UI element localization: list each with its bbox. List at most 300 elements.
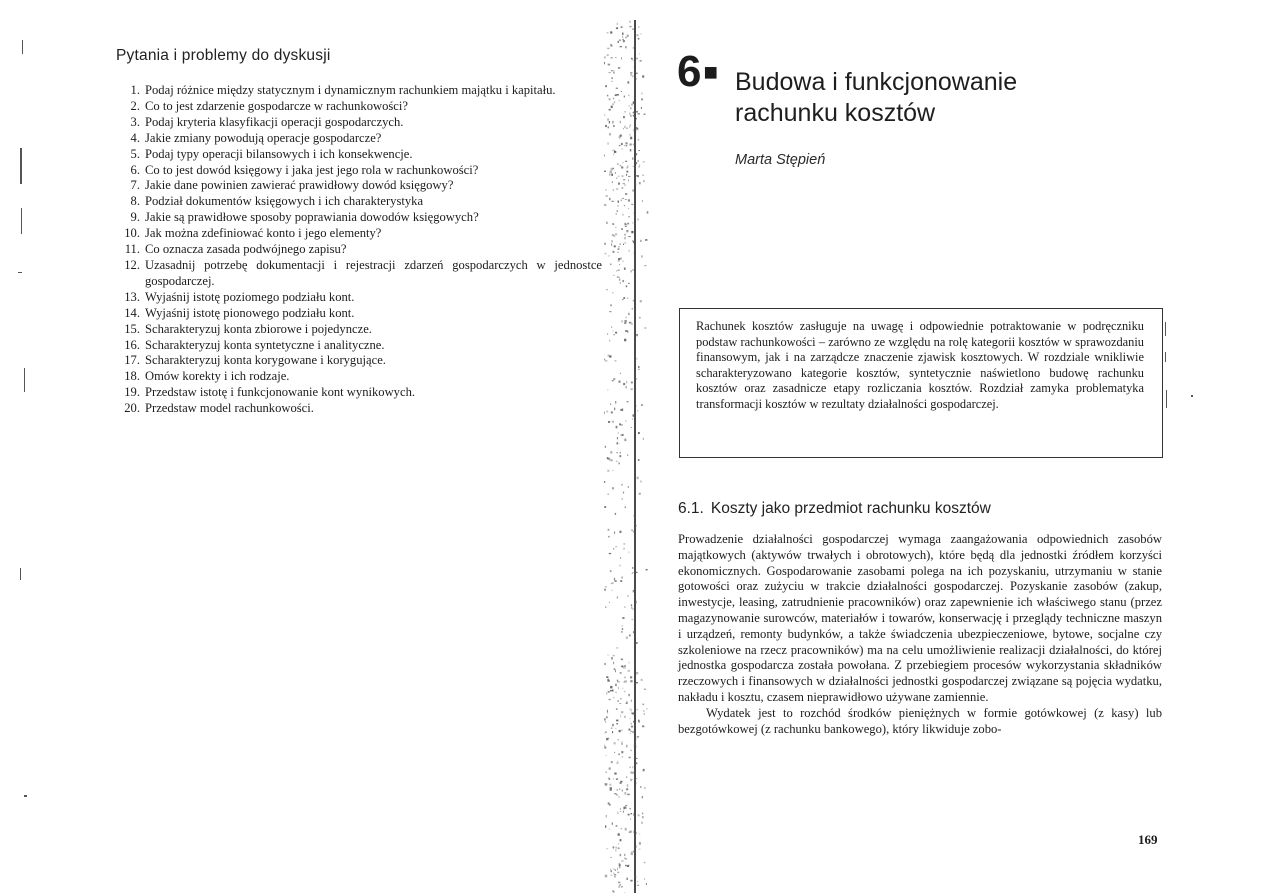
gutter-speck [612, 690, 613, 692]
gutter-speck [619, 867, 620, 869]
question-text: Co oznacza zasada podwójnego zapisu? [145, 242, 347, 257]
gutter-speck [611, 106, 613, 108]
gutter-speck [643, 769, 645, 770]
question-number: 7. [130, 178, 140, 193]
gutter-speck [614, 874, 616, 875]
question-list [110, 83, 602, 417]
gutter-speck [625, 386, 627, 389]
gutter-speck [622, 261, 624, 262]
gutter-speck [618, 754, 620, 755]
gutter-speck [606, 692, 607, 694]
gutter-speck [636, 405, 637, 406]
gutter-speck [630, 113, 631, 115]
gutter-speck [630, 676, 632, 678]
question-text: Przedstaw istotę i funkcjonowanie kont wynikowych. [145, 385, 416, 400]
gutter-speck [625, 46, 626, 48]
gutter-speck [624, 716, 625, 718]
gutter-speck [634, 856, 636, 857]
gutter-speck [637, 410, 639, 411]
gutter-speck [636, 58, 638, 60]
gutter-speck [639, 166, 640, 167]
gutter-speck [620, 452, 621, 454]
question-number: 6. [130, 162, 140, 177]
gutter-speck [620, 135, 622, 137]
gutter-speck [635, 162, 637, 164]
gutter-speck [619, 145, 621, 146]
gutter-speck [614, 752, 615, 753]
gutter-speck [619, 789, 620, 790]
gutter-speck [638, 369, 640, 370]
gutter-speck [636, 672, 638, 675]
gutter-speck [646, 883, 647, 885]
left-page-heading: Pytania i problemy do dyskusji [116, 47, 331, 64]
gutter-speck [621, 200, 622, 202]
gutter-speck [619, 138, 620, 139]
gutter-speck [644, 787, 645, 789]
gutter-speck [614, 793, 616, 794]
gutter-speck [608, 421, 610, 423]
gutter-speck [619, 863, 620, 864]
gutter-speck [633, 531, 635, 532]
gutter-speck [624, 126, 625, 128]
gutter-shadow [604, 20, 664, 893]
gutter-speck [627, 298, 629, 299]
gutter-speck [610, 305, 612, 307]
gutter-speck [604, 62, 605, 64]
question-text: Jakie są prawidłowe sposoby poprawiania dowodów księgowych? [145, 210, 479, 225]
gutter-speck [612, 487, 614, 489]
gutter-speck [632, 269, 634, 270]
gutter-speck [624, 234, 625, 236]
gutter-speck [615, 546, 617, 547]
gutter-speck [641, 107, 642, 109]
gutter-speck [618, 183, 620, 185]
gutter-speck [624, 854, 625, 856]
gutter-speck [642, 75, 644, 77]
gutter-speck [618, 833, 620, 836]
gutter-speck [605, 189, 607, 191]
gutter-speck [631, 604, 632, 606]
scan-speck [20, 568, 21, 580]
gutter-speck [626, 788, 628, 790]
gutter-speck [614, 150, 615, 151]
gutter-speck [647, 211, 649, 213]
gutter-speck [640, 300, 642, 302]
gutter-speck [624, 267, 626, 270]
gutter-speck [636, 111, 638, 113]
gutter-speck [617, 277, 619, 278]
gutter-speck [614, 578, 615, 581]
gutter-speck [624, 806, 626, 808]
gutter-speck [618, 443, 619, 444]
gutter-speck [629, 709, 630, 710]
question-item [110, 194, 602, 210]
gutter-speck [622, 33, 624, 35]
scan-speck [1166, 390, 1167, 408]
gutter-speck [610, 404, 611, 405]
gutter-speck [609, 699, 611, 700]
gutter-speck [617, 437, 618, 439]
question-text: Omów korekty i ich rodzaje. [145, 369, 290, 384]
gutter-speck [634, 149, 635, 150]
gutter-speck [636, 118, 637, 119]
gutter-speck [606, 289, 608, 290]
gutter-speck [635, 758, 637, 759]
gutter-speck [631, 323, 633, 325]
question-number: 14. [124, 305, 140, 320]
chapter-number: 6■ [677, 47, 718, 96]
gutter-speck [620, 165, 622, 166]
gutter-speck [616, 647, 618, 648]
gutter-speck [628, 814, 630, 816]
gutter-speck [620, 373, 621, 374]
question-item [110, 131, 602, 147]
gutter-speck [621, 424, 622, 426]
question-item [110, 115, 602, 131]
gutter-speck [604, 783, 605, 785]
gutter-speck [614, 773, 616, 775]
gutter-speck [609, 355, 611, 357]
question-item [110, 322, 602, 338]
question-number: 2. [130, 98, 140, 113]
gutter-speck [619, 730, 621, 732]
gutter-speck [630, 72, 632, 73]
gutter-speck [624, 111, 626, 112]
gutter-speck [639, 842, 641, 845]
gutter-speck [631, 389, 633, 390]
gutter-speck [619, 681, 620, 683]
scan-speck [24, 795, 27, 797]
gutter-speck [609, 72, 611, 73]
gutter-speck [634, 67, 635, 68]
gutter-speck [638, 160, 640, 161]
scan-speck [1165, 322, 1166, 336]
gutter-speck [611, 657, 613, 660]
gutter-speck [609, 198, 611, 200]
gutter-speck [617, 252, 618, 253]
gutter-speck [629, 250, 630, 252]
gutter-speck [633, 144, 635, 146]
gutter-speck [608, 142, 609, 144]
gutter-speck [604, 663, 606, 665]
question-text: Scharakteryzuj konta korygowane i korygujące. [145, 353, 386, 368]
gutter-speck [634, 876, 636, 878]
gutter-speck [608, 778, 610, 780]
gutter-speck [614, 876, 616, 878]
gutter-speck [633, 103, 635, 105]
gutter-speck [621, 166, 623, 168]
gutter-speck [612, 380, 614, 381]
gutter-speck [633, 850, 635, 851]
scan-speck [1191, 395, 1193, 397]
gutter-speck [638, 150, 640, 151]
gutter-speck [620, 808, 621, 810]
gutter-speck [614, 531, 615, 534]
gutter-speck [628, 486, 629, 488]
gutter-speck [639, 182, 641, 184]
gutter-speck [624, 665, 626, 667]
gutter-speck [635, 778, 637, 779]
gutter-speck [621, 143, 623, 145]
gutter-speck [638, 113, 640, 115]
gutter-speck [639, 317, 641, 318]
gutter-speck [635, 741, 636, 743]
gutter-speck [630, 880, 632, 882]
gutter-speck [626, 776, 627, 777]
gutter-speck [626, 174, 627, 176]
gutter-speck [609, 174, 610, 176]
gutter-speck [628, 95, 629, 96]
gutter-speck [620, 409, 622, 411]
gutter-speck [640, 786, 641, 788]
gutter-speck [630, 731, 632, 732]
gutter-speck [622, 162, 624, 163]
gutter-speck [636, 358, 638, 359]
gutter-speck [617, 681, 618, 683]
gutter-speck [605, 721, 606, 722]
question-item [110, 147, 602, 163]
gutter-speck [610, 133, 611, 135]
gutter-speck [620, 811, 622, 812]
gutter-speck [637, 477, 639, 480]
gutter-speck [623, 297, 625, 299]
gutter-speck [631, 427, 632, 428]
gutter-speck [626, 745, 627, 748]
gutter-speck [630, 818, 631, 820]
gutter-speck [618, 67, 620, 68]
section-number: 6.1. [678, 500, 704, 517]
gutter-speck [613, 168, 615, 169]
gutter-speck [605, 361, 607, 362]
gutter-speck [604, 56, 605, 58]
gutter-speck [627, 81, 629, 84]
gutter-speck [612, 421, 614, 423]
gutter-speck [616, 213, 617, 214]
gutter-speck [622, 176, 624, 177]
gutter-speck [618, 886, 620, 888]
gutter-speck [625, 420, 626, 421]
gutter-speck [616, 794, 618, 796]
gutter-speck [620, 257, 622, 259]
question-number: 8. [130, 194, 140, 209]
gutter-speck [617, 210, 618, 212]
gutter-speck [613, 548, 614, 550]
gutter-speck [638, 720, 639, 722]
gutter-speck [607, 655, 609, 656]
gutter-speck [620, 283, 621, 284]
gutter-speck [624, 792, 626, 795]
gutter-speck [618, 847, 620, 849]
gutter-speck [612, 731, 613, 733]
gutter-speck [624, 680, 626, 682]
gutter-speck [608, 802, 610, 804]
gutter-speck [643, 704, 645, 706]
question-number: 19. [124, 385, 140, 400]
question-number: 5. [130, 146, 140, 161]
gutter-speck [630, 107, 631, 109]
gutter-speck [620, 839, 622, 841]
gutter-speck [611, 857, 612, 858]
question-number: 1. [130, 83, 140, 97]
gutter-speck [631, 74, 632, 76]
gutter-speck [627, 794, 629, 796]
gutter-speck [629, 322, 631, 324]
gutter-speck [635, 153, 637, 154]
question-item [110, 385, 602, 401]
gutter-speck [625, 199, 627, 200]
gutter-speck [631, 853, 633, 856]
gutter-speck [614, 668, 616, 670]
gutter-speck [621, 711, 623, 713]
gutter-speck [616, 271, 618, 272]
gutter-speck [607, 457, 609, 459]
gutter-speck [616, 778, 618, 780]
gutter-speck [624, 237, 626, 240]
gutter-speck [639, 493, 641, 495]
gutter-speck [632, 766, 633, 768]
gutter-speck [625, 224, 627, 226]
gutter-speck [635, 342, 636, 343]
gutter-speck [615, 172, 616, 174]
gutter-speck [624, 691, 626, 692]
question-text: Przedstaw model rachunkowości. [145, 401, 314, 416]
gutter-speck [611, 57, 613, 58]
question-text: Jakie zmiany powodują operacje gospodarcze? [145, 130, 382, 145]
gutter-speck [637, 885, 639, 886]
gutter-speck [609, 602, 610, 603]
gutter-speck [613, 779, 614, 780]
gutter-speck [636, 378, 638, 380]
gutter-speck [613, 872, 614, 874]
gutter-speck [615, 728, 616, 729]
gutter-speck [626, 381, 627, 383]
gutter-speck [643, 438, 644, 440]
gutter-speck [613, 378, 615, 380]
gutter-speck [612, 182, 613, 183]
gutter-speck [625, 506, 626, 508]
gutter-speck [644, 714, 645, 715]
gutter-speck [624, 205, 625, 206]
gutter-speck [631, 204, 633, 205]
gutter-speck [614, 334, 615, 335]
gutter-speck [611, 45, 613, 46]
gutter-speck [615, 684, 617, 686]
question-text: Podaj różnice między statycznym i dynamicznym rachunkiem majątku i kapitału. [145, 83, 556, 97]
gutter-speck [630, 137, 632, 140]
gutter-speck [604, 481, 605, 483]
gutter-speck [613, 869, 614, 870]
gutter-speck [635, 601, 637, 604]
gutter-speck [615, 95, 617, 96]
gutter-speck [612, 201, 614, 202]
gutter-speck [606, 755, 607, 756]
gutter-speck [617, 761, 618, 762]
gutter-speck [634, 278, 636, 280]
gutter-speck [622, 214, 623, 216]
gutter-speck [611, 761, 613, 763]
gutter-speck [634, 183, 636, 185]
gutter-speck [605, 783, 607, 785]
question-item [110, 242, 602, 258]
gutter-speck [622, 484, 623, 486]
chapter-author: Marta Stępień [735, 152, 826, 168]
gutter-speck [624, 320, 626, 323]
gutter-speck [636, 682, 638, 683]
gutter-speck [616, 426, 618, 429]
question-number: 20. [124, 401, 140, 416]
gutter-speck [625, 828, 627, 831]
gutter-speck [625, 37, 627, 39]
gutter-speck [628, 236, 630, 237]
gutter-speck [616, 708, 618, 709]
gutter-speck [636, 73, 638, 74]
gutter-speck [615, 401, 616, 404]
gutter-speck [622, 434, 624, 436]
gutter-speck [621, 434, 622, 436]
gutter-speck [637, 814, 639, 816]
gutter-speck [644, 114, 646, 115]
gutter-speck [635, 845, 637, 847]
gutter-speck [615, 360, 617, 361]
gutter-speck [642, 725, 644, 727]
question-text: Podaj kryteria klasyfikacji operacji gospodarczych. [145, 114, 404, 129]
gutter-speck [620, 244, 621, 245]
question-text: Co to jest zdarzenie gospodarcze w rachunkowości? [145, 98, 408, 113]
gutter-speck [604, 745, 605, 747]
gutter-speck [626, 703, 628, 704]
question-number: 9. [130, 210, 140, 225]
gutter-speck [606, 716, 608, 718]
gutter-speck [636, 34, 638, 36]
gutter-speck [610, 44, 612, 45]
gutter-speck [622, 187, 624, 189]
body-paragraph: Wydatek jest to rozchód środków pieniężnych w formie gotówkowej (z kasy) lub bezgotówkowej (z rachunku bankowego), który likwiduje zobo- [678, 705, 1162, 736]
gutter-speck [621, 228, 623, 230]
gutter-speck [621, 886, 623, 887]
gutter-speck [616, 188, 618, 189]
gutter-speck [604, 589, 606, 591]
gutter-speck [617, 700, 619, 702]
gutter-speck [611, 168, 613, 171]
gutter-speck [613, 125, 615, 127]
gutter-speck [626, 230, 628, 232]
gutter-speck [612, 103, 614, 105]
question-item [110, 99, 602, 115]
gutter-speck [631, 530, 633, 531]
gutter-speck [638, 459, 640, 461]
gutter-speck [613, 251, 615, 253]
gutter-speck [610, 451, 612, 454]
gutter-speck [615, 513, 616, 515]
section-body [678, 532, 1162, 737]
gutter-speck [614, 275, 615, 276]
gutter-speck [632, 190, 633, 192]
gutter-speck [640, 481, 641, 483]
gutter-speck [610, 570, 612, 572]
gutter-speck [630, 779, 632, 782]
gutter-speck [634, 230, 636, 232]
gutter-speck [623, 179, 625, 180]
gutter-speck [619, 463, 620, 465]
gutter-speck [632, 60, 634, 61]
gutter-speck [615, 233, 617, 235]
question-item [110, 163, 602, 179]
gutter-speck [615, 580, 617, 581]
gutter-speck [634, 252, 635, 254]
gutter-speck [615, 332, 617, 334]
gutter-speck [633, 515, 635, 517]
gutter-speck [627, 595, 628, 597]
